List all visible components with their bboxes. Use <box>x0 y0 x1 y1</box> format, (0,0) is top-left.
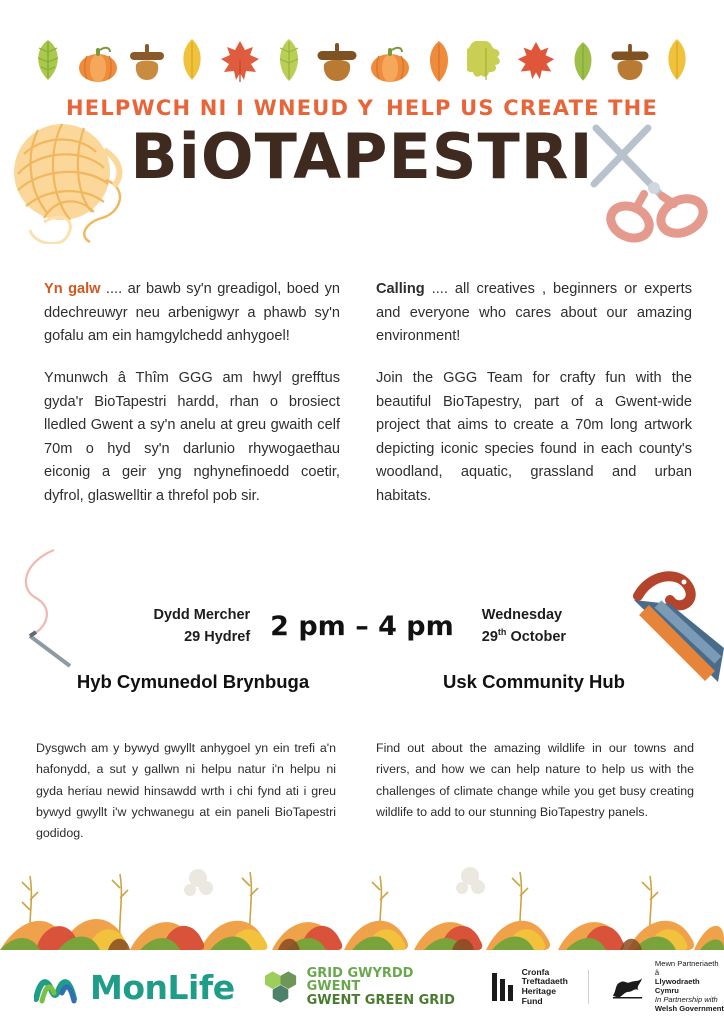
poster-title-block <box>0 96 724 256</box>
wg-line-4: Welsh Government <box>654 1003 724 1013</box>
leaf-yellow-icon <box>660 36 694 84</box>
wg-line-3: In Partnership with <box>654 994 718 1004</box>
event-date-month: October <box>506 629 567 646</box>
lower-columns <box>0 738 724 845</box>
event-day-english: Wednesday <box>481 607 563 623</box>
logo-heritage-fund <box>490 968 568 1007</box>
ggg-line-welsh: GRID GWYRDD GWENT <box>306 965 414 995</box>
footer-divider <box>588 970 589 1004</box>
logo-monlife <box>34 967 235 1007</box>
welsh-lead-paragraph <box>44 278 340 349</box>
event-date-number: 29 <box>481 629 498 646</box>
maple-leaf-red-icon <box>219 38 261 84</box>
heritage-line-4: Fund <box>521 995 543 1006</box>
event-time: 2 pm – 4 pm <box>270 610 454 642</box>
heritage-wordmark <box>522 968 568 1007</box>
english-lead-rest: .... all creatives , beginners or experts and everyone who cares about our amazing environment! <box>376 281 692 345</box>
welsh-government-wordmark <box>655 960 724 1014</box>
title-kicker-welsh: HELPWCH NI I WNEUD Y <box>66 96 375 120</box>
heritage-line-2: Treftadaeth <box>521 976 568 987</box>
column-english <box>362 278 724 527</box>
welsh-dragon-icon <box>609 970 648 1004</box>
event-date-welsh <box>0 604 256 649</box>
english-lead-paragraph <box>376 278 692 349</box>
monlife-word-mon: Mon <box>90 967 168 1007</box>
top-decoration-strip <box>30 26 694 84</box>
leaf-green-icon <box>30 36 66 84</box>
lower-column-welsh <box>0 738 362 845</box>
ggg-line-english: GWENT GREEN GRID <box>306 992 455 1008</box>
event-date-english-value <box>482 626 724 648</box>
venue-row <box>0 671 724 693</box>
monlife-wordmark <box>90 968 235 1007</box>
english-lead-bold: Calling <box>376 281 425 297</box>
footer-logos <box>0 950 724 1024</box>
heritage-line-3: Heritage <box>521 986 556 996</box>
english-body-paragraph: Join the GGG Team for crafty fun with the beautiful BioTapestry, part of a Gwent-wide project that aims to create a 70m long artwork depicting iconic species found in each county's woodland, aquatic, grassland and urban habitats. <box>376 369 692 505</box>
venue-welsh: Hyb Cymunedol Brynbuga <box>76 670 310 692</box>
wg-line-2: Llywodraeth Cymru <box>654 977 700 995</box>
column-welsh <box>0 278 362 527</box>
body-columns <box>0 278 724 527</box>
lower-column-english <box>362 738 724 845</box>
event-date-english <box>468 604 724 649</box>
leaf-orange-icon <box>422 38 456 84</box>
pumpkin-icon <box>77 40 119 84</box>
leaf-lime-icon <box>272 36 306 84</box>
acorn-icon <box>317 38 357 84</box>
event-details <box>0 604 724 693</box>
acorn-icon <box>130 38 164 84</box>
monlife-mark-icon <box>34 967 82 1007</box>
oak-leaf-icon <box>467 38 505 84</box>
yarn-ball-icon <box>4 114 134 244</box>
welsh-body-paragraph: Ymunwch â Thîm GGG am hwyl grefftus gyda'r BioTapestri hardd, rhan o brosiect lledled Gwent a sy'n anelu at greu gwaith celf 70m o hyd sy'n darlunio rhywogaethau eiconig a geir yng nghynefinoedd coetir, dyfrol, glaswelltir a threfol pob sir. <box>44 369 340 505</box>
page-title: BiOTAPESTRI <box>130 120 594 193</box>
wg-line-1: Mewn Partneriaeth â <box>654 959 719 978</box>
ggg-wordmark <box>307 967 468 1008</box>
lower-english-paragraph: Find out about the amazing wildlife in our towns and rivers, and how we can help nature to help us with the challenges of climate change while you get busy creating wildlife to add to our stunning BioTapestry panels. <box>376 741 694 819</box>
heritage-fund-mark-icon <box>490 969 516 1005</box>
venue-english: Usk Community Hub <box>443 670 625 692</box>
title-kicker-english: HELP US CREATE THE <box>386 96 658 120</box>
event-day-welsh: Dydd Mercher <box>153 607 251 623</box>
event-date-welsh-value: 29 Hydref <box>184 629 251 646</box>
welsh-lead-rest: .... ar bawb sy'n greadigol, boed yn ddechreuwyr neu arbenigwyr a phawb sy'n gofalu am ein hamgylchedd anhygoel! <box>44 281 341 345</box>
pumpkin-icon <box>369 40 411 84</box>
acorn-icon <box>611 38 649 84</box>
hexagon-grid-icon <box>261 967 300 1007</box>
leaf-green-icon <box>567 38 599 84</box>
logo-gwent-green-grid <box>261 967 468 1008</box>
welsh-lead-bold: Yn galw <box>44 281 101 297</box>
bottom-decoration-band <box>0 860 724 950</box>
heritage-line-1: Cronfa <box>521 966 550 977</box>
maple-leaf-red-icon <box>516 38 556 84</box>
scissors-icon <box>570 122 720 252</box>
event-date-ordinal: th <box>497 627 507 638</box>
logo-welsh-government <box>609 960 724 1014</box>
leaf-yellow-icon <box>176 36 208 84</box>
autumn-foliage-band-art <box>0 860 724 950</box>
event-datetime-row <box>0 604 724 649</box>
monlife-word-life: Life <box>167 967 235 1007</box>
lower-welsh-paragraph: Dysgwch am y bywyd gwyllt anhygoel yn ein trefi a'n hafonydd, a sut y gallwn ni helpu natur i'n helpu ni gyda heriau newid hinsawdd wrth i chi fynd ati i greu bywyd gwyllt i'w ychwanegu at ein paneli BioTapestri godidog. <box>36 741 336 841</box>
